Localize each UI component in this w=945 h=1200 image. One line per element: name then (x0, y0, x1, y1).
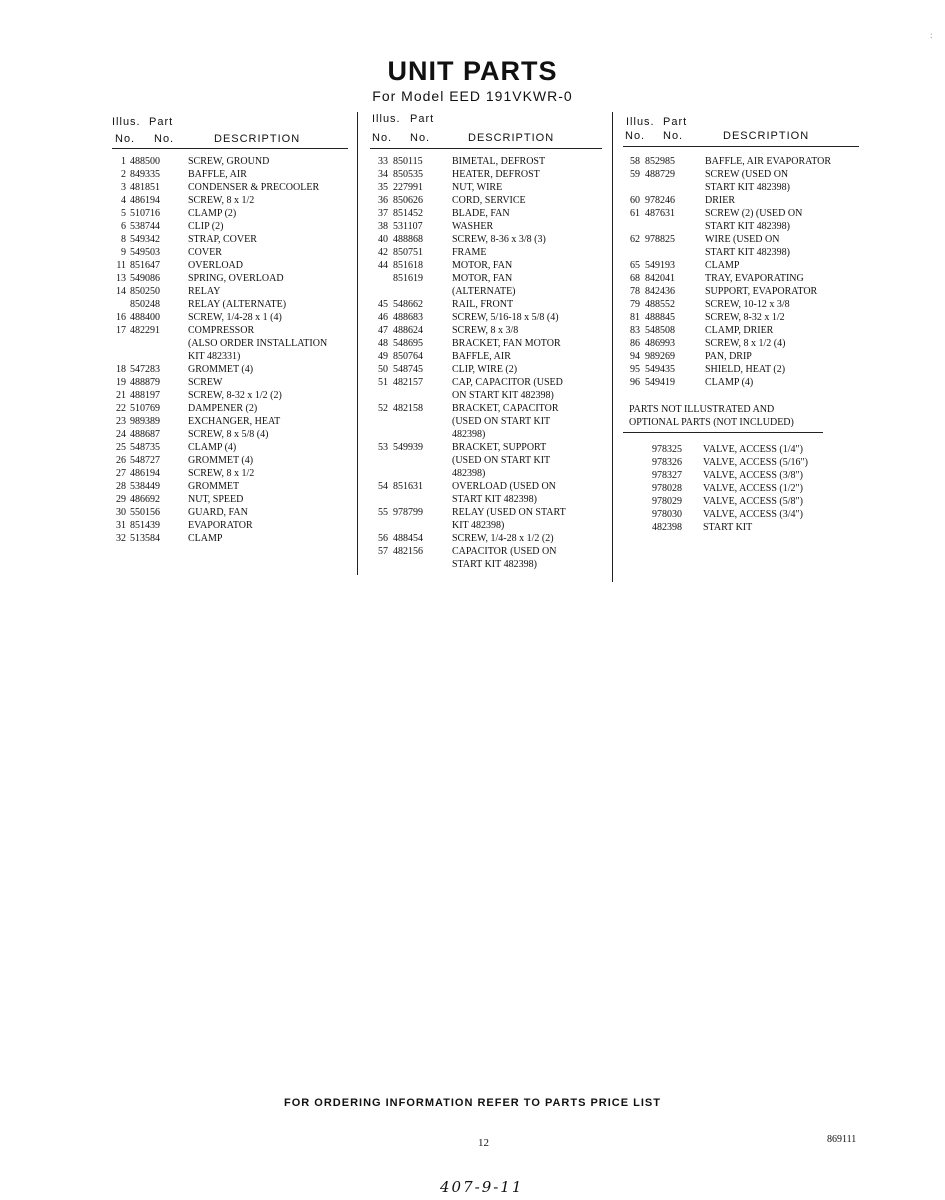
part-number: 850626 (393, 195, 423, 206)
part-description: FRAME (452, 247, 487, 258)
illus-number: 30 (116, 507, 126, 518)
illus-number: 55 (378, 507, 388, 518)
notice-line: PARTS NOT ILLUSTRATED AND (629, 404, 775, 415)
part-description: CLIP, WIRE (2) (452, 364, 518, 375)
part-description: SCREW, 5/16-18 x 5/8 (4) (452, 312, 559, 323)
part-description: CLAMP (4) (188, 442, 237, 453)
part-description: SCREW, 8 x 5/8 (4) (188, 429, 269, 440)
part-description: GUARD, FAN (188, 507, 248, 518)
illus-number: 36 (378, 195, 388, 206)
part-number: 548662 (393, 299, 423, 310)
part-number: 849335 (130, 169, 160, 180)
part-description: VALVE, ACCESS (1/4") (703, 444, 803, 455)
illus-number: 53 (378, 442, 388, 453)
illus-number: 57 (378, 546, 388, 557)
part-description: SCREW, 8 x 1/2 (4) (705, 338, 786, 349)
part-description: SCREW, 8-36 x 3/8 (3) (452, 234, 546, 245)
part-number: 978325 (652, 444, 682, 455)
part-description: DRIER (705, 195, 735, 206)
illus-number: 34 (378, 169, 388, 180)
part-number: 549435 (645, 364, 675, 375)
part-description: EVAPORATOR (188, 520, 253, 531)
part-description: BRACKET, SUPPORT (452, 442, 547, 453)
part-number: 488500 (130, 156, 160, 167)
part-description: OVERLOAD (USED ON (452, 481, 556, 492)
part-description: RAIL, FRONT (452, 299, 514, 310)
part-description: RELAY (USED ON START (452, 507, 566, 518)
part-number: 978029 (652, 496, 682, 507)
header-rule (370, 148, 602, 149)
illus-number: 83 (630, 325, 640, 336)
part-description: SCREW, 1/4-28 x 1 (4) (188, 312, 282, 323)
part-number: 548508 (645, 325, 675, 336)
page-number: 12 (478, 1137, 489, 1149)
part-number: 482398 (652, 522, 682, 533)
illus-number: 78 (630, 286, 640, 297)
illus-number: 54 (378, 481, 388, 492)
part-number: 989269 (645, 351, 675, 362)
part-description: 482398) (452, 468, 486, 479)
illus-number: 5 (121, 208, 126, 219)
part-header: Part (663, 116, 688, 128)
notice-line: OPTIONAL PARTS (NOT INCLUDED) (629, 417, 794, 428)
illus-number: 68 (630, 273, 640, 284)
part-description: EXCHANGER, HEAT (188, 416, 281, 427)
part-number: 850764 (393, 351, 423, 362)
part-description: RELAY (188, 286, 221, 297)
part-description: START KIT 482398) (705, 221, 790, 232)
part-description: VALVE, ACCESS (5/16") (703, 457, 808, 468)
no-header: No. (625, 130, 646, 142)
part-number: 486993 (645, 338, 675, 349)
part-description: DAMPENER (2) (188, 403, 258, 414)
part-description: SHIELD, HEAT (2) (705, 364, 786, 375)
part-description: CONDENSER & PRECOOLER (188, 182, 320, 193)
part-description: VALVE, ACCESS (3/8") (703, 470, 803, 481)
part-number: 549086 (130, 273, 160, 284)
part-number: 482158 (393, 403, 423, 414)
description-header: DESCRIPTION (723, 130, 810, 142)
part-description: 482398) (452, 429, 486, 440)
illus-number: 6 (121, 221, 126, 232)
part-number: 513584 (130, 533, 160, 544)
part-number: 989389 (130, 416, 160, 427)
part-description: BAFFLE, AIR (452, 351, 511, 362)
part-description: BRACKET, FAN MOTOR (452, 338, 561, 349)
part-number: 851619 (393, 273, 423, 284)
illus-number: 65 (630, 260, 640, 271)
part-description: TRAY, EVAPORATING (705, 273, 804, 284)
part-description: SCREW, GROUND (188, 156, 270, 167)
part-number: 482156 (393, 546, 423, 557)
part-description: CORD, SERVICE (452, 195, 526, 206)
document-id: 869111 (827, 1134, 857, 1145)
part-number: 488454 (393, 533, 423, 544)
part-description: SCREW, 10-12 x 3/8 (705, 299, 790, 310)
illus-number: 2 (121, 169, 126, 180)
illus-number: 3 (121, 182, 126, 193)
part-number: 488400 (130, 312, 160, 323)
no-header: No. (154, 133, 175, 145)
column-divider (612, 112, 613, 582)
illus-number: 47 (378, 325, 388, 336)
part-description: START KIT 482398) (705, 247, 790, 258)
part-number: 227991 (393, 182, 423, 193)
part-number: 488729 (645, 169, 675, 180)
illus-number: 27 (116, 468, 126, 479)
illus-number: 52 (378, 403, 388, 414)
part-number: 488845 (645, 312, 675, 323)
illus-number: 19 (116, 377, 126, 388)
notice-rule (623, 432, 823, 433)
illus-number: 50 (378, 364, 388, 375)
part-description: WASHER (452, 221, 494, 232)
part-number: 851631 (393, 481, 423, 492)
part-number: 486194 (130, 195, 160, 206)
part-number: 549503 (130, 247, 160, 258)
part-description: COVER (188, 247, 222, 258)
illus-number: 8 (121, 234, 126, 245)
part-number: 482291 (130, 325, 160, 336)
part-number: 978028 (652, 483, 682, 494)
illus-number: 38 (378, 221, 388, 232)
part-description: RELAY (ALTERNATE) (188, 299, 287, 310)
part-number: 488868 (393, 234, 423, 245)
part-description: ON START KIT 482398) (452, 390, 554, 401)
part-number: 548735 (130, 442, 160, 453)
part-number: 488197 (130, 390, 160, 401)
part-description: (USED ON START KIT (452, 455, 551, 466)
illus-number: 23 (116, 416, 126, 427)
part-number: 850248 (130, 299, 160, 310)
illus-number: 4 (121, 195, 126, 206)
part-header: Part (410, 113, 435, 125)
part-number: 549419 (645, 377, 675, 388)
part-description: KIT 482398) (452, 520, 505, 531)
part-description: SCREW, 8-32 x 1/2 (2) (188, 390, 282, 401)
part-number: 549193 (645, 260, 675, 271)
part-number: 538744 (130, 221, 160, 232)
illus-number: 9 (121, 247, 126, 258)
illus-number: 56 (378, 533, 388, 544)
illus-number: 61 (630, 208, 640, 219)
part-description: MOTOR, FAN (452, 260, 513, 271)
part-description: PAN, DRIP (705, 351, 752, 362)
part-number: 550156 (130, 507, 160, 518)
header-rule (623, 146, 859, 147)
part-description: START KIT (703, 522, 753, 533)
part-number: 851647 (130, 260, 160, 271)
part-number: 510769 (130, 403, 160, 414)
part-description: CLAMP, DRIER (705, 325, 774, 336)
part-number: 482157 (393, 377, 423, 388)
illus-number: 86 (630, 338, 640, 349)
part-number: 842436 (645, 286, 675, 297)
part-number: 488879 (130, 377, 160, 388)
part-description: GROMMET (188, 481, 240, 492)
part-description: SCREW, 1/4-28 x 1/2 (2) (452, 533, 554, 544)
part-number: 488687 (130, 429, 160, 440)
part-number: 549342 (130, 234, 160, 245)
illus-number: 21 (116, 390, 126, 401)
part-description: BAFFLE, AIR EVAPORATOR (705, 156, 832, 167)
part-description: BLADE, FAN (452, 208, 510, 219)
illus-number: 11 (116, 260, 126, 271)
illus-number: 42 (378, 247, 388, 258)
part-description: CAPACITOR (USED ON (452, 546, 557, 557)
illus-number: 32 (116, 533, 126, 544)
header-rule (112, 148, 348, 149)
part-number: 549939 (393, 442, 423, 453)
illus-number: 1 (121, 156, 126, 167)
illus-number: 28 (116, 481, 126, 492)
no-header: No. (663, 130, 684, 142)
illus-number: 13 (116, 273, 126, 284)
part-description: STRAP, COVER (188, 234, 257, 245)
description-header: DESCRIPTION (214, 133, 301, 145)
part-description: SCREW, 8 x 1/2 (188, 468, 255, 479)
part-description: VALVE, ACCESS (3/4") (703, 509, 803, 520)
part-number: 486692 (130, 494, 160, 505)
illus-number: 22 (116, 403, 126, 414)
illus-number: 62 (630, 234, 640, 245)
part-number: 851452 (393, 208, 423, 219)
part-number: 548727 (130, 455, 160, 466)
part-number: 510716 (130, 208, 160, 219)
part-description: CLAMP (188, 533, 223, 544)
part-description: START KIT 482398) (452, 559, 537, 570)
part-header: Part (149, 116, 174, 128)
part-number: 978326 (652, 457, 682, 468)
part-description: COMPRESSOR (188, 325, 255, 336)
part-description: CAP, CAPACITOR (USED (452, 377, 563, 388)
part-number: 978246 (645, 195, 675, 206)
part-description: (USED ON START KIT (452, 416, 551, 427)
part-number: 978327 (652, 470, 682, 481)
part-description: SCREW, 8 x 3/8 (452, 325, 519, 336)
part-description: GROMMET (4) (188, 455, 254, 466)
illus-number: 96 (630, 377, 640, 388)
illus-number: 60 (630, 195, 640, 206)
scan-mark: : (930, 30, 933, 40)
part-number: 851618 (393, 260, 423, 271)
part-number: 488552 (645, 299, 675, 310)
illus-number: 58 (630, 156, 640, 167)
part-description: NUT, SPEED (188, 494, 244, 505)
part-number: 850535 (393, 169, 423, 180)
illus-number: 81 (630, 312, 640, 323)
part-description: SUPPORT, EVAPORATOR (705, 286, 818, 297)
no-header: No. (410, 132, 431, 144)
part-number: 850115 (393, 156, 423, 167)
part-number: 852985 (645, 156, 675, 167)
part-number: 547283 (130, 364, 160, 375)
part-number: 548695 (393, 338, 423, 349)
part-number: 488683 (393, 312, 423, 323)
no-header: No. (115, 133, 136, 145)
part-number: 850250 (130, 286, 160, 297)
part-number: 850751 (393, 247, 423, 258)
part-description: CLAMP (4) (705, 377, 754, 388)
part-description: VALVE, ACCESS (1/2") (703, 483, 803, 494)
part-description: START KIT 482398) (452, 494, 537, 505)
illus-number: 46 (378, 312, 388, 323)
no-header: No. (372, 132, 393, 144)
illus-header: Illus. (626, 116, 655, 128)
part-description: SCREW (2) (USED ON (705, 208, 803, 219)
model-subtitle: For Model EED 191VKWR-0 (372, 88, 573, 104)
part-description: NUT, WIRE (452, 182, 503, 193)
part-description: MOTOR, FAN (452, 273, 513, 284)
illus-number: 51 (378, 377, 388, 388)
illus-number: 37 (378, 208, 388, 219)
part-description: SCREW (188, 377, 223, 388)
illus-number: 45 (378, 299, 388, 310)
part-number: 851439 (130, 520, 160, 531)
part-number: 978825 (645, 234, 675, 245)
part-description: HEATER, DEFROST (452, 169, 540, 180)
illus-number: 33 (378, 156, 388, 167)
part-description: CLAMP (2) (188, 208, 237, 219)
column-divider (357, 112, 358, 575)
part-description: OVERLOAD (188, 260, 243, 271)
part-description: SCREW, 8 x 1/2 (188, 195, 255, 206)
illus-number: 14 (116, 286, 126, 297)
part-description: KIT 482331) (188, 351, 241, 362)
part-description: VALVE, ACCESS (5/8") (703, 496, 803, 507)
illus-number: 24 (116, 429, 126, 440)
ordering-footer: FOR ORDERING INFORMATION REFER TO PARTS PRICE LIST (284, 1097, 661, 1109)
illus-number: 95 (630, 364, 640, 375)
illus-number: 25 (116, 442, 126, 453)
part-number: 486194 (130, 468, 160, 479)
part-description: WIRE (USED ON (705, 234, 780, 245)
illus-number: 35 (378, 182, 388, 193)
illus-number: 49 (378, 351, 388, 362)
illus-number: 44 (378, 260, 388, 271)
part-description: (ALSO ORDER INSTALLATION (188, 338, 328, 349)
description-header: DESCRIPTION (468, 132, 555, 144)
part-description: SPRING, OVERLOAD (188, 273, 284, 284)
part-number: 978030 (652, 509, 682, 520)
part-description: BIMETAL, DEFROST (452, 156, 546, 167)
illus-number: 26 (116, 455, 126, 466)
part-description: CLIP (2) (188, 221, 224, 232)
illus-header: Illus. (112, 116, 141, 128)
illus-number: 17 (116, 325, 126, 336)
part-number: 531107 (393, 221, 423, 232)
part-number: 488624 (393, 325, 423, 336)
part-number: 481851 (130, 182, 160, 193)
illus-number: 48 (378, 338, 388, 349)
part-description: BAFFLE, AIR (188, 169, 247, 180)
page-title: UNIT PARTS (387, 56, 558, 86)
handwritten-note: 407-9-11 (440, 1178, 524, 1196)
illus-header: Illus. (372, 113, 401, 125)
part-description: SCREW, 8-32 x 1/2 (705, 312, 785, 323)
illus-number: 79 (630, 299, 640, 310)
part-number: 487631 (645, 208, 675, 219)
part-description: GROMMET (4) (188, 364, 254, 375)
illus-number: 59 (630, 169, 640, 180)
part-description: START KIT 482398) (705, 182, 790, 193)
illus-number: 31 (116, 520, 126, 531)
part-number: 548745 (393, 364, 423, 375)
illus-number: 40 (378, 234, 388, 245)
part-description: BRACKET, CAPACITOR (452, 403, 559, 414)
part-number: 842041 (645, 273, 675, 284)
part-number: 978799 (393, 507, 423, 518)
part-description: CLAMP (705, 260, 740, 271)
illus-number: 16 (116, 312, 126, 323)
illus-number: 18 (116, 364, 126, 375)
part-number: 538449 (130, 481, 160, 492)
illus-number: 29 (116, 494, 126, 505)
part-description: SCREW (USED ON (705, 169, 789, 180)
part-description: (ALTERNATE) (452, 286, 516, 297)
illus-number: 94 (630, 351, 640, 362)
